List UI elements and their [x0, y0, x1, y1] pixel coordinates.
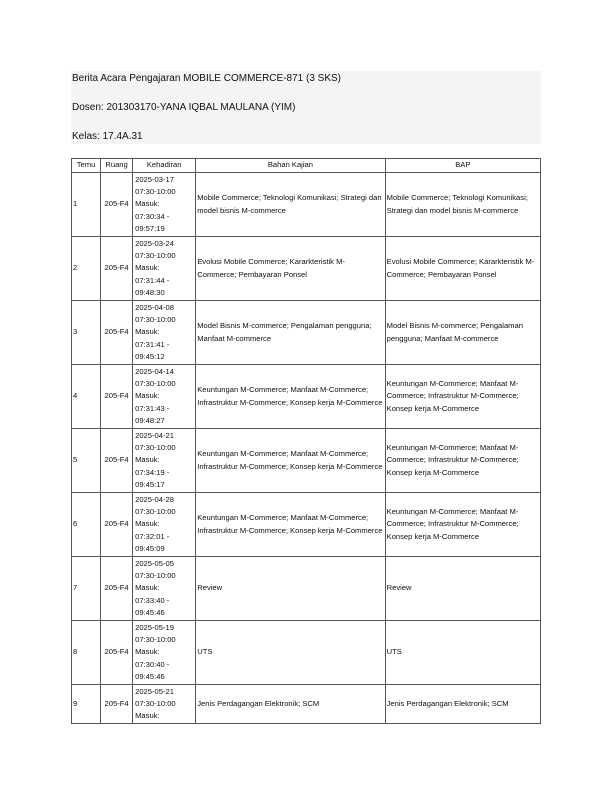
table-row [72, 621, 541, 685]
kehadiran-status: Masuk: [135, 647, 160, 657]
cell-bap: Review [385, 557, 540, 621]
cell-ruang: 205-F4 [101, 173, 133, 237]
kehadiran-slot: 07:30-10:00 [135, 379, 176, 389]
cell-bahan-kajian: Mobile Commerce; Teknologi Komunikasi; Strategi dan model bisnis M-commerce [196, 173, 385, 237]
cell-bap: Keuntungan M-Commerce; Manfaat M-Commerce; Infrastruktur M-Commerce; Konsep kerja M-Commerce [385, 429, 540, 493]
kehadiran-time-in: 07:33:40 - [135, 595, 170, 605]
kehadiran-status: Masuk: [135, 263, 160, 273]
kehadiran-date: 2025-03-24 [135, 239, 174, 248]
kehadiran-slot: 07:30-10:00 [135, 251, 176, 261]
kehadiran-status: Masuk: [135, 327, 160, 337]
kehadiran-slot: 07:30-10:00 [135, 507, 176, 517]
kehadiran-slot: 07:30-10:00 [135, 635, 176, 645]
kehadiran-time-out: 09:48:30 [135, 287, 165, 297]
cell-temu: 1 [72, 173, 101, 237]
cell-temu: 4 [72, 365, 101, 429]
cell-ruang: 205-F4 [101, 621, 133, 685]
cell-ruang: 205-F4 [101, 301, 133, 365]
cell-bap: UTS [385, 621, 540, 685]
table-header-row [72, 159, 541, 173]
cell-kehadiran [133, 685, 196, 724]
cell-bahan-kajian: Model Bisnis M-commerce; Pengalaman pengguna; Manfaat M-commerce [196, 301, 385, 365]
lecturer-line: Dosen: 201303170-YANA IQBAL MAULANA (YIM) [72, 102, 296, 113]
cell-kehadiran [133, 493, 196, 557]
column-header-kehadiran: Kehadiran [133, 159, 196, 173]
cell-temu: 9 [72, 685, 101, 724]
cell-bap: Model Bisnis M-commerce; Pengalaman pengguna; Manfaat M-commerce [385, 301, 540, 365]
kehadiran-date: 2025-04-08 [135, 303, 174, 312]
class-line: Kelas: 17.4A.31 [72, 131, 143, 142]
kehadiran-status: Masuk: [135, 455, 160, 465]
kehadiran-status: Masuk: [135, 519, 160, 529]
kehadiran-slot: 07:30-10:00 [135, 187, 176, 197]
kehadiran-time-out: 09:48:27 [135, 415, 165, 425]
cell-kehadiran [133, 621, 196, 685]
cell-bahan-kajian: Keuntungan M-Commerce; Manfaat M-Commerce; Infrastruktur M-Commerce; Konsep kerja M-Commerce [196, 365, 385, 429]
column-header-temu: Temu [72, 159, 101, 173]
cell-ruang: 205-F4 [101, 493, 133, 557]
kehadiran-time-in: 07:34:19 - [135, 467, 170, 477]
cell-bap: Evolusi Mobile Commerce; Kararkteristik M-Commerce; Pembayaran Ponsel [385, 237, 540, 301]
kehadiran-time-in: 07:31:44 - [135, 275, 170, 285]
kehadiran-date: 2025-04-21 [135, 431, 174, 440]
cell-temu: 7 [72, 557, 101, 621]
kehadiran-time-in: 07:31:41 - [135, 339, 170, 349]
cell-kehadiran [133, 173, 196, 237]
kehadiran-slot: 07:30-10:00 [135, 315, 176, 325]
cell-temu: 8 [72, 621, 101, 685]
cell-bahan-kajian: Review [196, 557, 385, 621]
cell-bahan-kajian: Evolusi Mobile Commerce; Kararkteristik M-Commerce; Pembayaran Ponsel [196, 237, 385, 301]
kehadiran-time-in: 07:30:34 - [135, 211, 170, 221]
kehadiran-time-in: 07:32:01 - [135, 531, 170, 541]
cell-kehadiran [133, 237, 196, 301]
cell-temu: 6 [72, 493, 101, 557]
cell-kehadiran [133, 365, 196, 429]
kehadiran-status: Masuk: [135, 391, 160, 401]
table-row [72, 365, 541, 429]
cell-bahan-kajian: UTS [196, 621, 385, 685]
table-row [72, 557, 541, 621]
kehadiran-time-in: 07:30:40 - [135, 659, 170, 669]
cell-ruang: 205-F4 [101, 557, 133, 621]
kehadiran-status: Masuk: [135, 199, 160, 209]
kehadiran-status: Masuk: [135, 711, 160, 721]
kehadiran-slot: 07:30-10:00 [135, 443, 176, 453]
cell-bahan-kajian: Keuntungan M-Commerce; Manfaat M-Commerce; Infrastruktur M-Commerce; Konsep kerja M-Commerce [196, 429, 385, 493]
table-row [72, 493, 541, 557]
cell-bap: Keuntungan M-Commerce; Manfaat M-Commerce; Infrastruktur M-Commerce; Konsep kerja M-Commerce [385, 365, 540, 429]
cell-bap: Keuntungan M-Commerce; Manfaat M-Commerce; Infrastruktur M-Commerce; Konsep kerja M-Commerce [385, 493, 540, 557]
kehadiran-slot: 07:30-10:00 [135, 571, 176, 581]
cell-temu: 2 [72, 237, 101, 301]
kehadiran-time-out: 09:45:17 [135, 479, 165, 489]
kehadiran-status: Masuk: [135, 583, 160, 593]
kehadiran-time-out: 09:57:19 [135, 223, 165, 233]
kehadiran-time-out: 09:45:12 [135, 351, 165, 361]
cell-kehadiran [133, 301, 196, 365]
table-row [72, 301, 541, 365]
cell-temu: 3 [72, 301, 101, 365]
table-row [72, 237, 541, 301]
table-row [72, 173, 541, 237]
column-header-ruang: Ruang [101, 159, 133, 173]
kehadiran-slot: 07:30-10:00 [135, 699, 176, 709]
kehadiran-date: 2025-04-28 [135, 495, 174, 504]
teaching-record-table [71, 158, 541, 724]
table-row [72, 429, 541, 493]
table-row [72, 685, 541, 724]
document-header [71, 71, 541, 144]
cell-ruang: 205-F4 [101, 365, 133, 429]
cell-ruang: 205-F4 [101, 237, 133, 301]
course-title: Berita Acara Pengajaran MOBILE COMMERCE-871 (3 SKS) [72, 73, 341, 84]
kehadiran-date: 2025-05-05 [135, 559, 174, 568]
cell-bahan-kajian: Jenis Perdagangan Elektronik; SCM [196, 685, 385, 724]
column-header-bahan-kajian: Bahan Kajian [196, 159, 385, 173]
cell-kehadiran [133, 429, 196, 493]
column-header-bap: BAP [385, 159, 540, 173]
cell-temu: 5 [72, 429, 101, 493]
kehadiran-time-out: 09:45:09 [135, 543, 165, 553]
kehadiran-date: 2025-05-19 [135, 623, 174, 632]
kehadiran-time-in: 07:31:43 - [135, 403, 170, 413]
cell-bap: Mobile Commerce; Teknologi Komunikasi; Strategi dan model bisnis M-commerce [385, 173, 540, 237]
cell-kehadiran [133, 557, 196, 621]
cell-bap: Jenis Perdagangan Elektronik; SCM [385, 685, 540, 724]
kehadiran-date: 2025-03-17 [135, 175, 174, 184]
kehadiran-date: 2025-04-14 [135, 367, 174, 376]
kehadiran-time-out: 09:45:46 [135, 607, 165, 617]
cell-ruang: 205-F4 [101, 429, 133, 493]
cell-bahan-kajian: Keuntungan M-Commerce; Manfaat M-Commerce; Infrastruktur M-Commerce; Konsep kerja M-Commerce [196, 493, 385, 557]
cell-ruang: 205-F4 [101, 685, 133, 724]
kehadiran-time-out: 09:45:46 [135, 671, 165, 681]
kehadiran-date: 2025-05-21 [135, 687, 174, 696]
